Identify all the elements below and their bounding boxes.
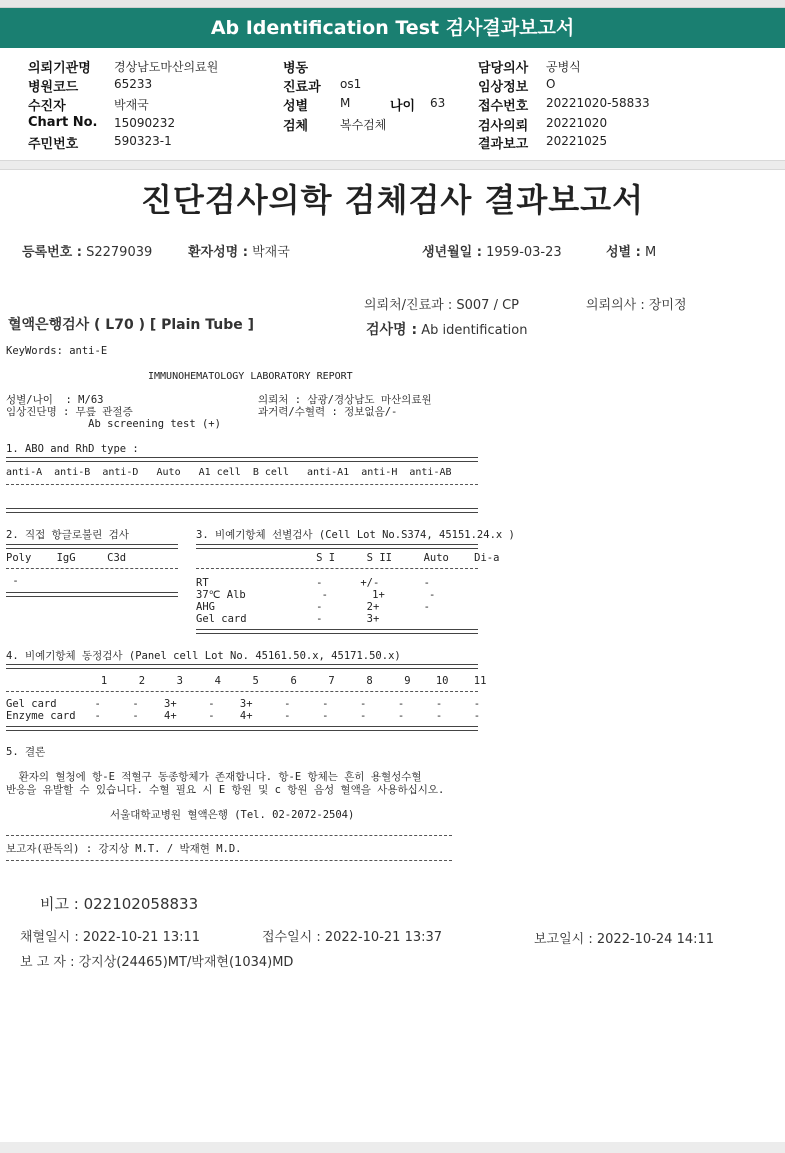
doctor-label: 담당의사: [478, 61, 529, 76]
history-line: 과거력/수혈력 : 정보없음/-: [258, 406, 398, 418]
institution-value: 경상남도마산의료원: [114, 60, 219, 74]
panel-table-header: 1 2 3 4 5 6 7 8 9 10 11: [6, 675, 487, 687]
lab-report-title: IMMUNOHEMATOLOGY LABORATORY REPORT: [148, 371, 353, 382]
test-request-value: 20221020: [546, 116, 608, 130]
window-top-edge: [0, 0, 785, 8]
sex-value: M: [340, 96, 351, 110]
report-title: Ab Identification Test 검사결과보고서: [210, 17, 575, 39]
document-title: 진단검사의학 검체검사 결과보고서: [141, 181, 644, 219]
patient-info-header: [0, 56, 785, 156]
chart-no-value: 15090232: [114, 116, 176, 130]
dat-table-header: Poly IgG C3d: [6, 552, 127, 564]
test-name-label: 검사명 :: [366, 322, 418, 338]
clinical-label: 임상정보: [478, 80, 529, 95]
reporter-top-divider: [6, 835, 452, 836]
blood-bank-line: 서울대학교병원 혈액은행 (Tel. 02-2072-2504): [110, 809, 355, 821]
collected-value: 2022-10-21 13:11: [82, 930, 201, 945]
institution-label: 의뢰기관명: [28, 61, 91, 76]
specimen-label: 검체: [283, 119, 309, 134]
reported-info: [534, 928, 714, 947]
resident-no-value: 590323-1: [114, 134, 172, 148]
screening-table-divider: [196, 568, 478, 569]
result-report-label: 결과보고: [478, 137, 529, 152]
registration-info: [22, 241, 152, 260]
receipt-no-label: 접수번호: [478, 99, 529, 114]
test-name-value: Ab identification: [421, 323, 528, 338]
test-category: 혈액은행검사 ( L70 ) [ Plain Tube ]: [8, 317, 255, 333]
diagnosis-line: 임상진단명 : 무릎 관절증: [6, 406, 133, 418]
department-value: os1: [340, 77, 362, 91]
specimen-value: 복수검체: [340, 118, 387, 132]
collected-info: [20, 926, 200, 945]
dat-value: -: [6, 575, 19, 587]
patient-name-value: 박재국: [252, 245, 290, 260]
section-1-end-rule: [6, 508, 478, 513]
reg-no-value: S2279039: [86, 245, 153, 260]
referring-doctor-line: 의뢰의사 : 장미정: [586, 298, 687, 313]
birth-value: 1959-03-23: [486, 245, 562, 260]
section-2-title: 2. 직접 항글로불린 검사: [6, 529, 129, 541]
patient-name-label: 환자성명 :: [188, 245, 248, 260]
header-divider: [0, 160, 785, 170]
birth-info: [422, 241, 562, 260]
received-value: 2022-10-21 13:37: [324, 930, 443, 945]
dat-table-divider: [6, 568, 178, 569]
abo-table-header: anti-A anti-B anti-D Auto A1 cell B cell anti-A1 anti-H anti-AB: [6, 467, 452, 478]
received-info: [262, 926, 442, 945]
reported-label: 보고일시 :: [534, 932, 593, 947]
doctor-value: 공병식: [546, 60, 581, 74]
patient-label: 수진자: [28, 99, 66, 114]
chart-no-label: Chart No.: [28, 115, 98, 130]
age-label: 나이: [390, 99, 416, 114]
panel-row-gel-card: Gel card - - 3+ - 3+ - - - - - -: [6, 698, 481, 710]
ward-label: 병동: [283, 61, 309, 76]
clinical-value: O: [546, 77, 556, 91]
result-report-value: 20221025: [546, 134, 608, 148]
receipt-no-value: 20221020-58833: [546, 96, 650, 110]
received-label: 접수일시 :: [262, 930, 321, 945]
report-title-bar: [0, 8, 785, 48]
age-value: 63: [430, 96, 446, 110]
patient-name-info: [188, 241, 290, 260]
test-request-label: 검사의뢰: [478, 119, 529, 134]
screening-row-rt: RT - +/- -: [196, 577, 430, 589]
reporter-info: [20, 951, 293, 970]
doc-sex-value: M: [644, 245, 657, 260]
section-3-title: 3. 비예기항체 선별검사 (Cell Lot No.S374, 45151.24.x ): [196, 529, 515, 541]
remark-info: [40, 893, 198, 914]
section-2-end-rule: [6, 592, 178, 597]
screening-table-header: S I S II Auto Di-a: [196, 552, 500, 564]
reporter-bottom-divider: [6, 860, 452, 861]
doc-sex-label: 성별 :: [606, 245, 641, 260]
abo-table-divider: [6, 484, 478, 485]
reported-value: 2022-10-24 14:11: [596, 932, 715, 947]
remark-label: 비고 :: [40, 895, 79, 913]
collected-label: 채혈일시 :: [20, 930, 79, 945]
section-4-title: 4. 비예기항체 동정검사 (Panel cell Lot No. 45161.50.x, 45171.50.x): [6, 650, 401, 662]
section-3-end-rule: [196, 629, 478, 634]
sex-label: 성별: [283, 99, 309, 114]
resident-no-label: 주민번호: [28, 137, 79, 152]
section-1-double-rule: [6, 457, 478, 462]
hospital-code-value: 65233: [114, 77, 153, 91]
screening-row-alb: 37℃ Alb - 1+ -: [196, 589, 436, 601]
section-4-double-rule: [6, 664, 478, 669]
reporter-line: 보고자(판독의) : 강지상 M.T. / 박재현 M.D.: [6, 843, 242, 855]
doc-sex-info: [606, 241, 656, 260]
test-name-info: [366, 319, 527, 339]
referral-mono-line: 의뢰처 : 삼광/경상남도 마산의료원: [258, 394, 432, 406]
panel-table-divider: [6, 691, 478, 692]
sex-age-line: 성별/나이 : M/63: [6, 394, 104, 406]
section-1-title: 1. ABO and RhD type :: [6, 443, 139, 455]
referral-line: 의뢰처/진료과 : S007 / CP: [364, 298, 519, 313]
reporter-label: 보 고 자 :: [20, 955, 75, 970]
screening-line: Ab screening test (+): [6, 418, 221, 430]
keywords: KeyWords: anti-E: [6, 345, 108, 357]
panel-row-enzyme-card: Enzyme card - - 4+ - 4+ - - - - - -: [6, 710, 481, 722]
reporter-value: 강지상(24465)MT/박재현(1034)MD: [78, 955, 294, 970]
section-4-end-rule: [6, 726, 478, 731]
department-label: 진료과: [283, 80, 321, 95]
screening-row-ahg: AHG - 2+ -: [196, 601, 430, 613]
section-5-title: 5. 결론: [6, 746, 46, 758]
conclusion-line-2: 반응을 유발할 수 있습니다. 수혈 필요 시 E 항원 및 c 항원 음성 혈액을 사용하십시오.: [6, 784, 445, 796]
window-bottom-edge: [0, 1142, 785, 1153]
section-2-double-rule: [6, 544, 178, 549]
birth-label: 생년월일 :: [422, 245, 482, 260]
reg-no-label: 등록번호 :: [22, 245, 82, 260]
hospital-code-label: 병원코드: [28, 80, 79, 95]
conclusion-line-1: 환자의 혈청에 항-E 적혈구 동종항체가 존재합니다. 항-E 항체는 흔히 용혈성수혈: [6, 771, 422, 783]
patient-value: 박재국: [114, 98, 149, 112]
section-3-double-rule: [196, 544, 478, 549]
remark-value: 022102058833: [83, 895, 199, 913]
screening-row-gel-card: Gel card - 3+: [196, 613, 380, 625]
